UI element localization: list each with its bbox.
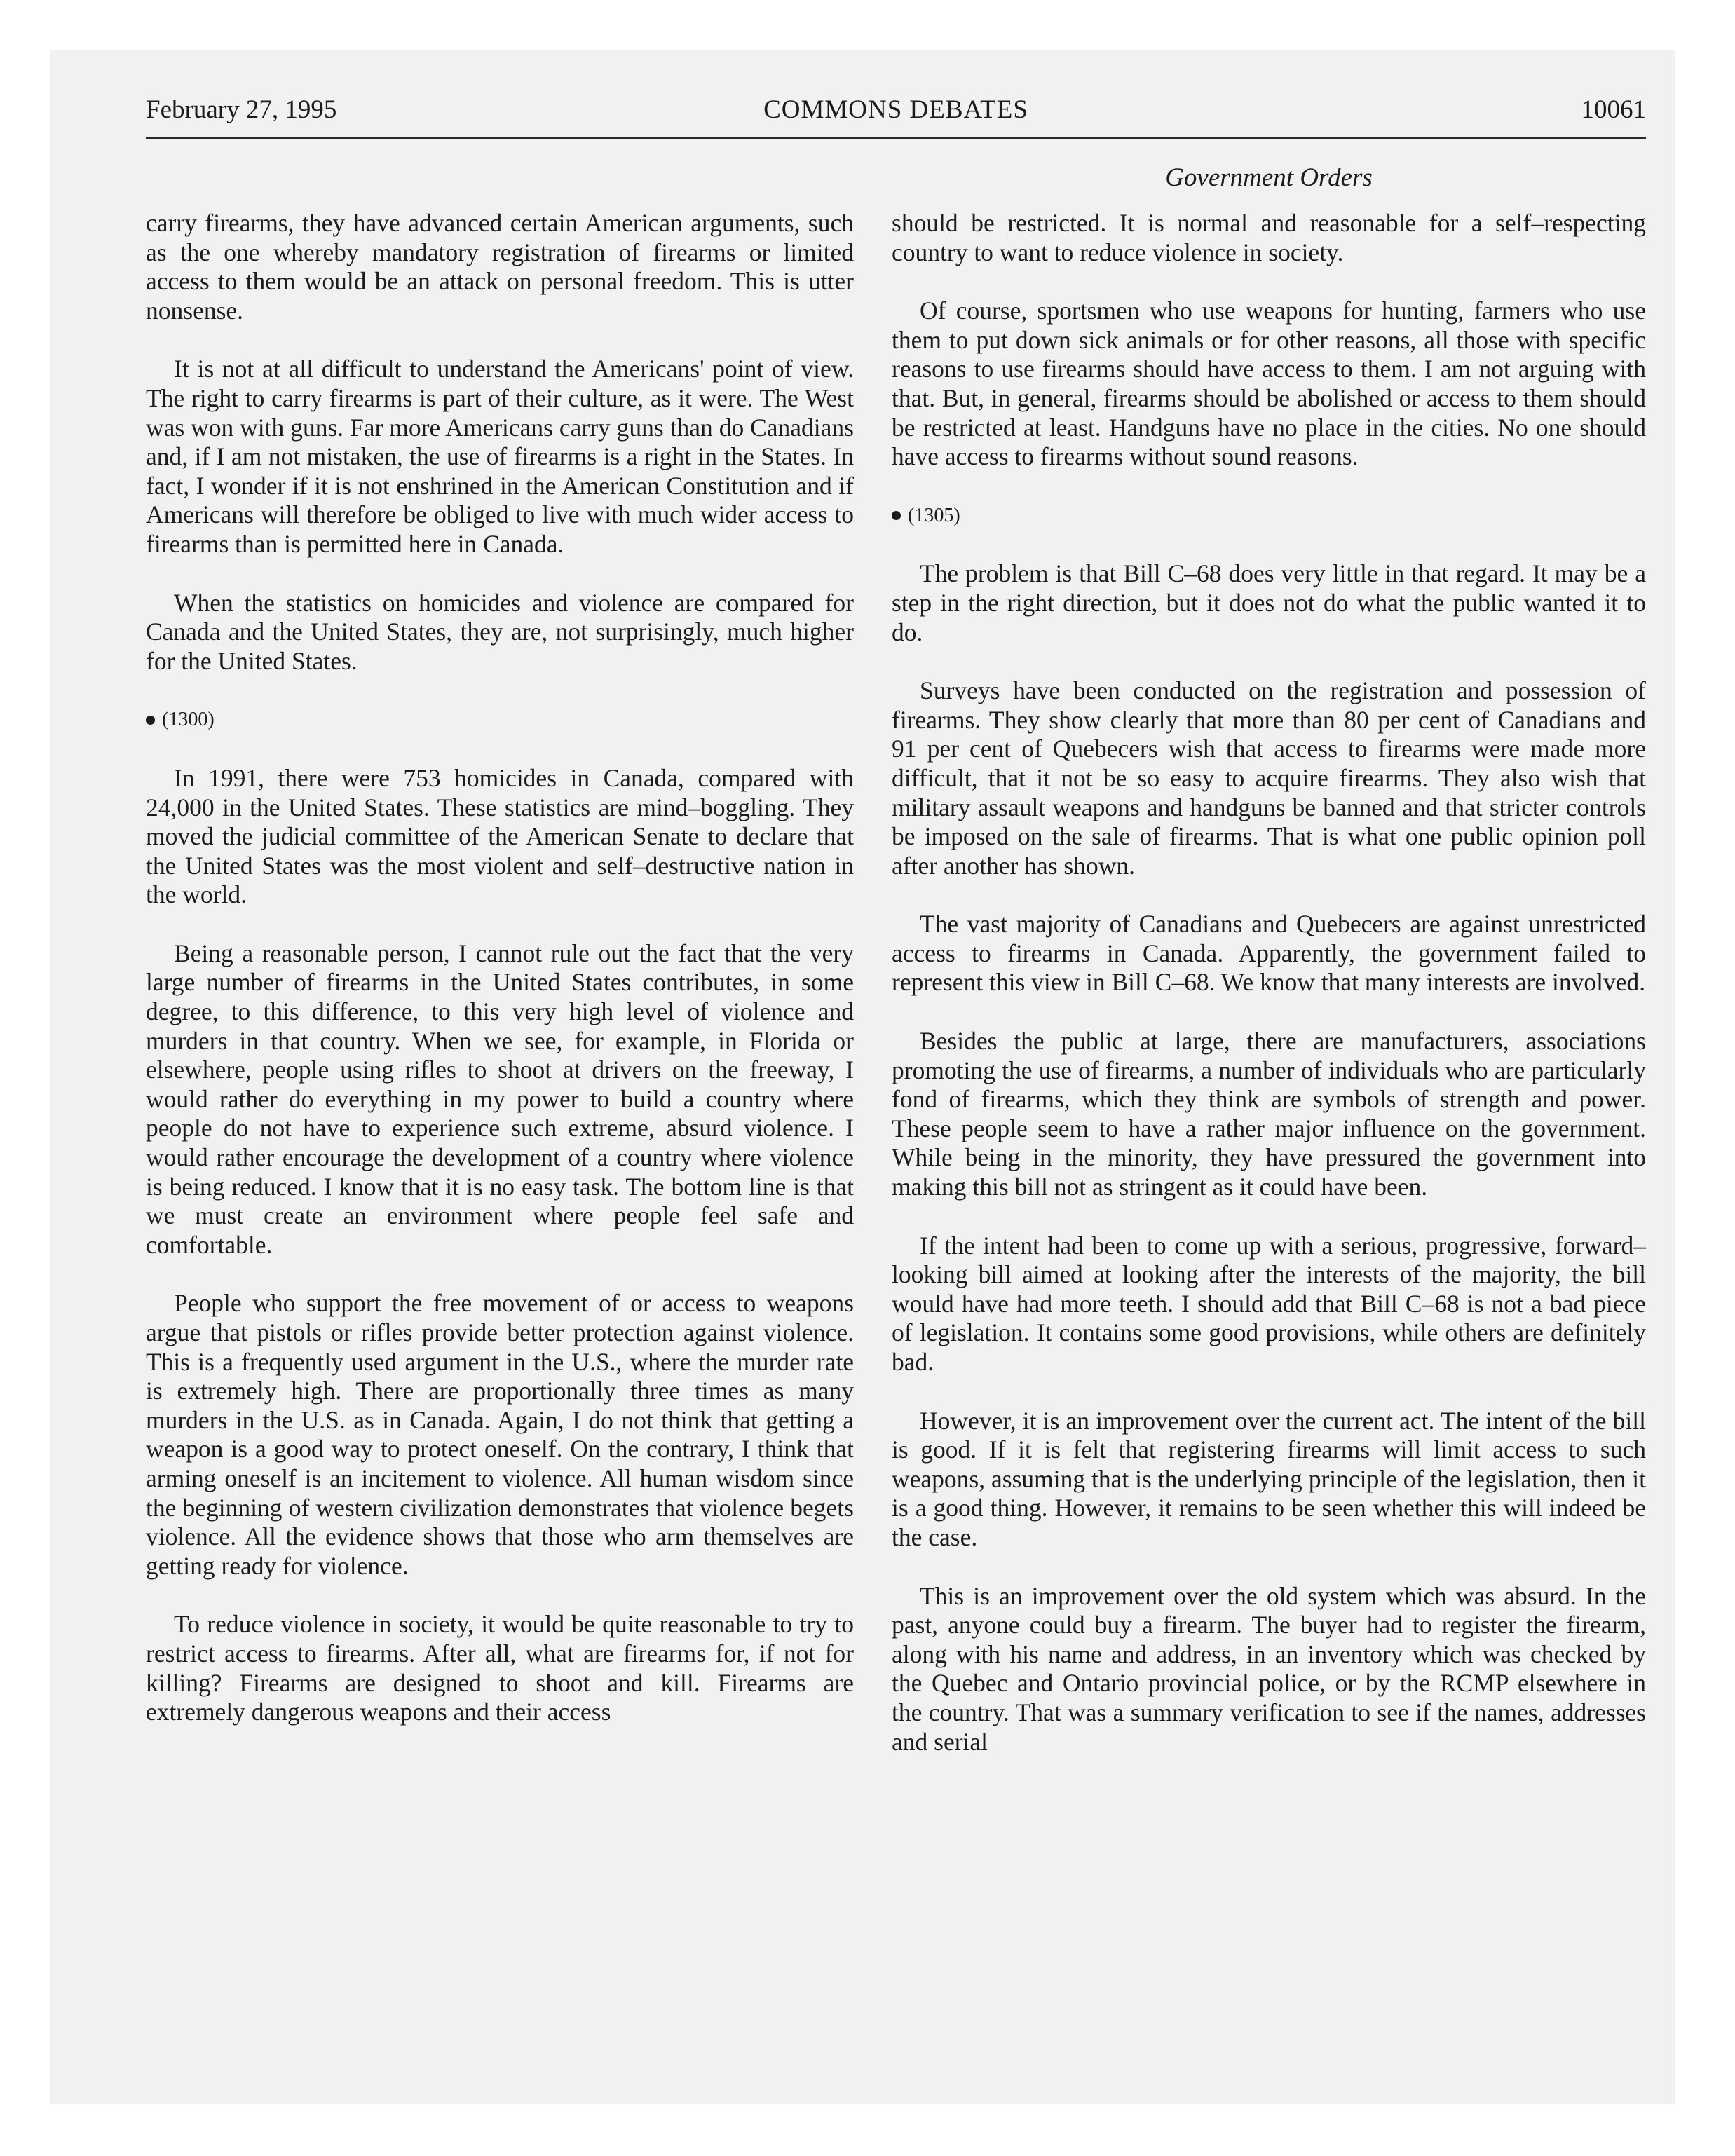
paragraph: However, it is an improvement over the current act. The intent of the bill is good. If it is felt that registering firearms will limit access to such weapons, assuming that is the underlying principle of the legislation, then it is a good thing. However, it remains to be seen whether this will indeed be the case. [892,1406,1646,1551]
paragraph: Besides the public at large, there are manufacturers, associations promoting the use of firearms, a number of individuals who are particularly fond of firearms, which they think are symbols of strength and power. These people seem to have a rather major influence on the government. While being in the minority, they have pressured the government into making this bill not as stringent as it could have been. [892,1027,1646,1201]
paragraph: If the intent had been to come up with a serious, progressive, forward–looking bill aimed at looking after the interests of the majority, the bill would have had more teeth. I should add that Bill C–68 is not a bad piece of legislation. It contains some good provisions, while others are definitely bad. [892,1231,1646,1376]
paragraph: To reduce violence in society, it would be quite reasonable to try to restrict access to firearms. After all, what are firearms for, if not for killing? Firearms are designed to shoot and kill. Firearms are extremely dangerous weapons and their access [146,1610,854,1726]
header-journal-title: COMMONS DEBATES [763,95,1028,124]
paragraph: Surveys have been conducted on the registration and possession of firearms. They show clearly that more than 80 per cent of Canadians and 91 per cent of Quebecers wish that access to firearms were made more difficult, that it not be so easy to acquire firearms. They also wish that military assault weapons and handguns be banned and that stricter controls be imposed on the sale of firearms. That is what one public opinion poll after another has shown. [892,676,1646,880]
paragraph: The vast majority of Canadians and Quebecers are against unrestricted access to firearms in Canada. Apparently, the government failed to represent this view in Bill C–68. We know that many interests are involved. [892,910,1646,997]
time-marker [892,501,1646,531]
page [50,50,1675,2104]
paragraph: The problem is that Bill C–68 does very little in that regard. It may be a step in the right direction, but it does not do what the public wanted it to do. [892,559,1646,646]
time-marker-label: (1300) [162,709,215,731]
paragraph: should be restricted. It is normal and reasonable for a self–respecting country to want to reduce violence in society. [892,209,1646,266]
section-title: Government Orders [1165,163,1373,192]
paragraph: This is an improvement over the old system which was absurd. In the past, anyone could buy a firearm. The buyer had to register the firearm, along with his name and address, in an inventory which was checked by the Quebec and Ontario provincial police, or by the RCMP elsewhere in the country. That was a summary verification to see if the names, addresses and serial [892,1581,1646,1756]
header-date: February 27, 1995 [146,95,337,124]
paragraph: carry firearms, they have advanced certain American arguments, such as the one whereby mandatory registration of firearms or limited access to them would be an attack on personal freedom. This is utter nonsense. [146,209,854,325]
paragraph: People who support the free movement of or access to weapons argue that pistols or rifles provide better protection against violence. This is a frequently used argument in the U.S., where the murder rate is extremely high. There are proportionally three times as many murders in the U.S. as in Canada. Again, I do not think that getting a weapon is a good way to protect oneself. On the contrary, I think that arming oneself is an incitement to violence. All human wisdom since the beginning of western civilization demonstrates that violence begets violence. All the evidence shows that those who arm themselves are getting ready for violence. [146,1289,854,1580]
paragraph: Of course, sportsmen who use weapons for hunting, farmers who use them to put down sick animals or for other reasons, all those with specific reasons to use firearms should have access to them. I am not arguing with that. But, in general, firearms should be abolished or access to them should be restricted at least. Handguns have no place in the cities. No one should have access to firearms without sound reasons. [892,296,1646,471]
paragraph: In 1991, there were 753 homicides in Canada, compared with 24,000 in the United States. These statistics are mind–boggling. They moved the judicial committee of the American Senate to declare that the United States was the most violent and self–destructive nation in the world. [146,763,854,909]
bullet-icon [146,716,155,725]
time-marker-label: (1305) [908,504,960,526]
bullet-icon [892,511,901,520]
paragraph: It is not at all difficult to understand the Americans' point of view. The right to carry firearms is part of their culture, as it were. The West was won with guns. Far more Americans carry guns than do Canadians and, if I am not mistaken, the use of firearms is a right in the States. In fact, I wonder if it is not enshrined in the American Constitution and if Americans will therefore be obliged to live with much wider access to firearms than is permitted here in Canada. [146,355,854,558]
paragraph: When the statistics on homicides and violence are compared for Canada and the United States, they are, not surprisingly, much higher for the United States. [146,588,854,675]
time-marker [146,705,854,735]
right-column [892,209,1646,1786]
paragraph: Being a reasonable person, I cannot rule out the fact that the very large number of firearms in the United States contributes, in some degree, to this difference, to this very high level of violence and murders in that country. When we see, for example, in Florida or elsewhere, people using rifles to shoot at drivers on the freeway, I would rather do everything in my power to build a country where people do not have to experience such extreme, absurd violence. I would rather encourage the development of a country where violence is being reduced. I know that it is no easy task. The bottom line is that we must create an environment where people feel safe and comfortable. [146,939,854,1259]
left-column [146,209,854,1756]
page-header [146,90,1646,139]
header-page-number: 10061 [1581,95,1646,124]
